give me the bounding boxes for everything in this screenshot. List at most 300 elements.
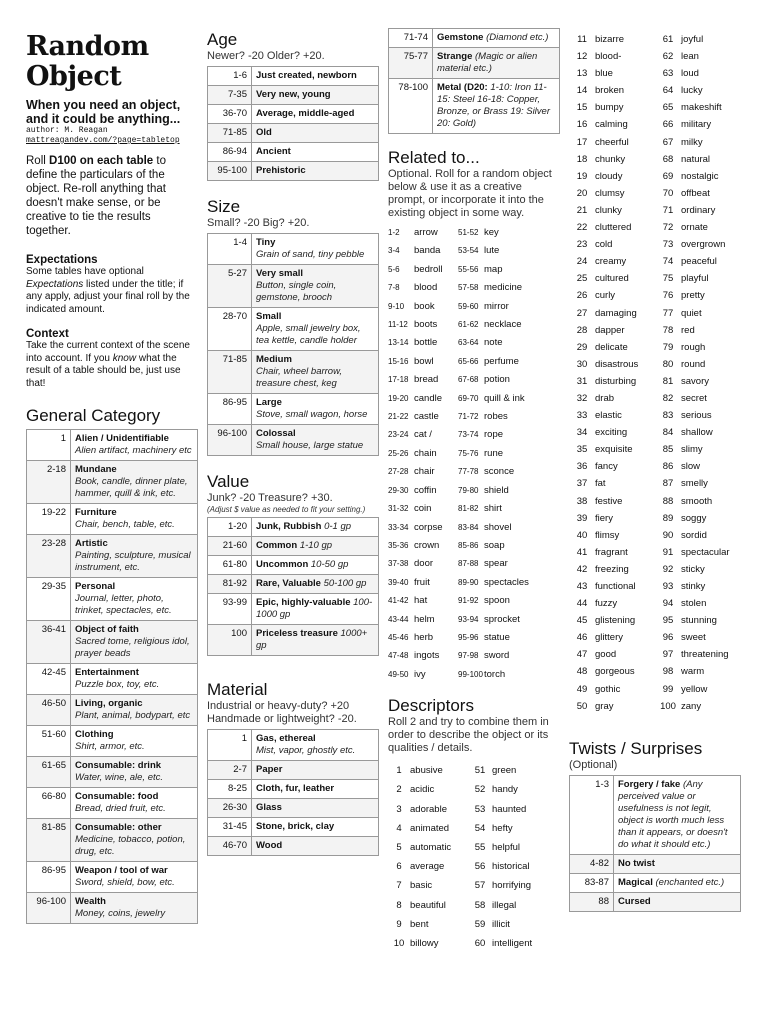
expectations-text: Some tables have optional Expectations listed under the title; if any apply, adjust your final roll by the indicated amount. xyxy=(26,266,190,315)
roll-number: 60 xyxy=(474,937,486,949)
result-word: yellow xyxy=(681,683,708,695)
result-word: quill & ink xyxy=(484,392,525,404)
roll-number: 55-56 xyxy=(458,264,479,274)
roll-number: 67 xyxy=(662,136,674,148)
result-example: Sword, shield, bow, etc. xyxy=(75,877,175,888)
result-word: blood xyxy=(414,282,438,294)
roll-number: 44 xyxy=(576,598,588,610)
result-label: Alien / Unidentifiable xyxy=(75,433,169,444)
list-item xyxy=(388,647,560,665)
roll-number: 79 xyxy=(662,341,674,353)
result-label: Cursed xyxy=(618,895,651,907)
roll-number: 4 xyxy=(396,822,402,834)
roll-number: 88 xyxy=(662,495,674,507)
roll-number: 84 xyxy=(662,427,674,439)
result-word: mirror xyxy=(484,300,509,312)
roll-number: 19-20 xyxy=(388,393,409,403)
roll-number: 89 xyxy=(662,512,674,524)
result-word: fat xyxy=(595,478,606,490)
roll-range: 83-87 xyxy=(570,873,614,892)
roll-number: 91 xyxy=(662,546,674,558)
roll-number: 85-86 xyxy=(458,540,479,550)
list-item xyxy=(569,663,741,680)
category-row xyxy=(27,819,198,862)
list-item xyxy=(569,646,741,663)
roll-number: 87 xyxy=(662,478,674,490)
result-word: boots xyxy=(414,319,438,331)
twist-row xyxy=(570,854,741,873)
result-word: pretty xyxy=(681,290,705,302)
result-word: shovel xyxy=(484,521,512,533)
roll-number: 31-32 xyxy=(388,504,409,514)
roll-range: 81-85 xyxy=(27,819,71,862)
roll-range: 1 xyxy=(208,730,252,761)
result-word: green xyxy=(492,765,517,777)
result-word: statue xyxy=(484,631,510,643)
size-row xyxy=(208,351,379,394)
roll-number: 95-96 xyxy=(458,632,479,642)
result-example: 0-1 gp xyxy=(324,521,352,532)
result-example: 10-50 gp xyxy=(310,559,349,570)
size-row xyxy=(208,394,379,425)
result-word: spectacles xyxy=(484,576,529,588)
result-word: functional xyxy=(595,581,636,592)
result-label: Furniture xyxy=(75,507,117,518)
list-item xyxy=(569,151,741,168)
result-label: Object of faith xyxy=(75,624,139,635)
material-row xyxy=(389,79,560,134)
list-item xyxy=(569,134,741,151)
age-row xyxy=(208,67,379,86)
result-word: slow xyxy=(681,461,701,473)
list-item xyxy=(388,500,560,518)
roll-range: 75-77 xyxy=(389,48,433,79)
result-word: damaging xyxy=(595,307,637,319)
roll-range: 26-30 xyxy=(208,799,252,818)
roll-number: 35-36 xyxy=(388,540,409,550)
roll-number: 5 xyxy=(396,841,402,853)
roll-number: 31 xyxy=(576,375,588,387)
result-word: rough xyxy=(681,341,706,353)
result-word: acidic xyxy=(410,784,435,796)
twists-table xyxy=(569,775,741,912)
result-cell xyxy=(252,837,379,856)
result-word: elastic xyxy=(595,410,622,422)
list-item xyxy=(569,424,741,441)
roll-number: 45-46 xyxy=(388,632,409,642)
result-cell xyxy=(252,761,379,780)
roll-range: 1 xyxy=(27,430,71,461)
roll-range: 61-80 xyxy=(208,556,252,575)
result-label: Wealth xyxy=(75,896,106,907)
list-item xyxy=(569,48,741,65)
result-word: joyful xyxy=(681,34,704,45)
roll-number: 61-62 xyxy=(458,320,479,330)
roll-number: 1-2 xyxy=(388,228,400,237)
result-word: natural xyxy=(681,153,711,165)
size-row xyxy=(208,308,379,351)
material-heading: Material xyxy=(207,680,268,699)
value-row xyxy=(208,556,379,575)
result-word: creamy xyxy=(595,256,627,268)
roll-number: 11 xyxy=(577,34,587,45)
roll-number: 87-88 xyxy=(458,559,479,569)
roll-number: 70 xyxy=(662,187,674,199)
roll-number: 56 xyxy=(474,861,486,873)
result-word: stolen xyxy=(681,598,707,610)
roll-number: 7 xyxy=(396,880,402,892)
list-item xyxy=(569,287,741,304)
result-word: spear xyxy=(484,558,508,570)
result-word: necklace xyxy=(484,319,522,331)
result-cell xyxy=(252,308,379,351)
list-item xyxy=(388,537,560,555)
result-label: Consumable: drink xyxy=(75,760,162,771)
roll-number: 77 xyxy=(662,307,674,319)
roll-number: 54 xyxy=(474,822,486,834)
category-row xyxy=(27,664,198,695)
result-cell xyxy=(252,265,379,308)
result-word: bent xyxy=(410,918,429,930)
list-item xyxy=(569,373,741,390)
list-item xyxy=(388,666,560,684)
result-example: (enchanted etc.) xyxy=(655,876,725,888)
category-row xyxy=(27,695,198,726)
result-word: helpful xyxy=(492,841,520,853)
roll-number: 5-6 xyxy=(388,264,400,274)
result-example: Money, coins, jewelry xyxy=(75,908,166,919)
roll-range: 71-85 xyxy=(208,124,252,143)
result-label: Clothing xyxy=(75,729,114,740)
roll-number: 99-100 xyxy=(458,669,483,679)
roll-range: 46-50 xyxy=(27,695,71,726)
roll-number: 3-4 xyxy=(388,246,400,256)
result-cell xyxy=(252,351,379,394)
result-word: book xyxy=(414,300,435,312)
list-item xyxy=(569,458,741,475)
roll-number: 61 xyxy=(662,34,674,45)
list-item xyxy=(569,390,741,407)
roll-number: 80 xyxy=(662,358,674,370)
result-word: threatening xyxy=(681,649,729,661)
related-list xyxy=(388,224,560,684)
category-row xyxy=(27,578,198,621)
result-label: Personal xyxy=(75,581,116,592)
material-table xyxy=(207,729,379,856)
roll-number: 33 xyxy=(576,410,588,422)
result-label: Wood xyxy=(256,840,283,851)
list-item xyxy=(388,298,560,316)
value-table xyxy=(207,517,379,656)
roll-number: 7-8 xyxy=(388,283,400,293)
result-word: potion xyxy=(484,374,510,386)
result-example: Puzzle box, toy, etc. xyxy=(75,679,160,690)
material-row xyxy=(208,780,379,799)
result-cell xyxy=(71,621,198,664)
roll-number: 81 xyxy=(662,375,674,387)
value-note: (Adjust $ value as needed to fit your setting.) xyxy=(207,505,366,514)
roll-number: 9-10 xyxy=(388,301,405,311)
roll-number: 85 xyxy=(662,444,674,456)
roll-number: 53-54 xyxy=(458,246,479,256)
list-item xyxy=(388,261,560,279)
roll-number: 34 xyxy=(576,427,588,439)
result-example: Book, candle, dinner plate, hammer, quill & ink, etc. xyxy=(75,476,188,499)
result-word: hefty xyxy=(492,822,513,834)
result-example: Stove, small wagon, horse xyxy=(256,409,368,420)
result-cell xyxy=(252,143,379,162)
result-word: soap xyxy=(484,539,505,551)
result-word: bedroll xyxy=(414,263,443,275)
roll-number: 43 xyxy=(576,581,588,592)
list-item xyxy=(388,838,560,857)
result-word: chunky xyxy=(595,153,626,165)
result-word: overgrown xyxy=(681,239,726,251)
result-example: Chair, wheel barrow, treasure chest, keg xyxy=(256,366,343,389)
result-word: glistening xyxy=(595,615,636,627)
list-item xyxy=(388,279,560,297)
roll-range: 5-27 xyxy=(208,265,252,308)
roll-range: 86-95 xyxy=(208,394,252,425)
roll-number: 55 xyxy=(474,841,486,853)
roll-range: 96-100 xyxy=(27,893,71,924)
roll-number: 13-14 xyxy=(388,338,409,348)
value-row xyxy=(208,537,379,556)
material-row xyxy=(208,799,379,818)
result-cell xyxy=(71,819,198,862)
roll-number: 91-92 xyxy=(458,596,479,606)
result-word: sordid xyxy=(681,529,707,541)
result-word: ornate xyxy=(681,222,708,234)
roll-number: 16 xyxy=(576,119,588,131)
roll-number: 71-72 xyxy=(458,412,479,422)
list-item xyxy=(569,202,741,219)
result-word: exciting xyxy=(595,427,628,439)
result-cell xyxy=(252,518,379,537)
value-row xyxy=(208,518,379,537)
roll-range: 81-92 xyxy=(208,575,252,594)
list-item xyxy=(388,896,560,915)
list-item xyxy=(388,353,560,371)
roll-range: 1-3 xyxy=(570,775,614,854)
result-word: herb xyxy=(414,631,434,643)
expectations-heading: Expectations xyxy=(26,254,98,266)
result-example: 100-1000 gp xyxy=(256,597,373,620)
category-row xyxy=(27,862,198,893)
list-item xyxy=(569,595,741,612)
list-item xyxy=(388,934,560,953)
source-link[interactable]: mattreagandev.com/?page=tabletop xyxy=(26,136,180,145)
result-word: secret xyxy=(681,392,707,404)
result-word: bottle xyxy=(414,337,438,349)
result-cell xyxy=(71,695,198,726)
roll-number: 11-12 xyxy=(388,320,408,330)
result-label: Forgery / fake xyxy=(618,778,681,790)
result-label: Old xyxy=(256,127,272,138)
value-expectations: Junk? -20 Treasure? +30. xyxy=(207,492,333,504)
result-word: gothic xyxy=(595,683,621,695)
related-description: Optional. Roll for a random object below & use it as a creative prompt, or incorporate it into the existing object in some way. xyxy=(388,168,552,219)
material-row xyxy=(208,818,379,837)
roll-number: 14 xyxy=(576,85,588,97)
roll-number: 9 xyxy=(396,918,402,930)
result-word: adorable xyxy=(410,803,447,815)
size-table xyxy=(207,233,379,456)
roll-number: 49 xyxy=(576,683,588,695)
result-word: automatic xyxy=(410,841,452,853)
roll-range: 86-95 xyxy=(27,862,71,893)
result-word: robes xyxy=(484,411,508,423)
roll-number: 37-38 xyxy=(388,559,409,569)
result-label: Entertainment xyxy=(75,667,139,678)
result-label: Ancient xyxy=(256,146,291,157)
list-item xyxy=(569,219,741,236)
result-cell xyxy=(71,893,198,924)
result-label: Junk, Rubbish xyxy=(256,521,322,532)
result-example: Chair, bench, table, etc. xyxy=(75,519,175,530)
category-row xyxy=(27,535,198,578)
list-item xyxy=(569,99,741,116)
roll-number: 49-50 xyxy=(388,669,409,679)
result-cell xyxy=(252,537,379,556)
roll-number: 38 xyxy=(576,495,588,507)
list-item xyxy=(569,253,741,270)
result-cell xyxy=(252,818,379,837)
roll-range: 1-4 xyxy=(208,234,252,265)
column-2 xyxy=(207,0,379,856)
result-cell xyxy=(252,86,379,105)
category-row xyxy=(27,430,198,461)
roll-number: 90 xyxy=(662,529,674,541)
result-word: shirt xyxy=(484,503,502,515)
result-example: 50-100 gp xyxy=(323,578,367,589)
roll-range: 21-60 xyxy=(208,537,252,556)
result-word: ingots xyxy=(414,650,440,662)
result-word: illegal xyxy=(492,899,517,911)
material-row xyxy=(208,730,379,761)
result-word: dapper xyxy=(595,324,625,336)
result-word: rope xyxy=(484,429,504,441)
twist-row xyxy=(570,892,741,911)
list-item xyxy=(569,698,741,715)
result-cell xyxy=(614,775,741,854)
result-cell xyxy=(614,854,741,873)
list-item xyxy=(569,185,741,202)
result-word: spectacular xyxy=(681,546,730,558)
roll-number: 43-44 xyxy=(388,614,409,624)
age-table xyxy=(207,66,379,181)
roll-range: 31-45 xyxy=(208,818,252,837)
result-word: delicate xyxy=(595,341,628,353)
result-example: Bread, dried fruit, etc. xyxy=(75,803,166,814)
roll-number: 30 xyxy=(576,358,588,370)
roll-range: 1-20 xyxy=(208,518,252,537)
result-word: sconce xyxy=(484,466,515,478)
roll-range: 51-60 xyxy=(27,726,71,757)
result-word: map xyxy=(484,263,503,275)
roll-number: 62 xyxy=(662,51,674,63)
roll-number: 78 xyxy=(662,324,674,336)
category-row xyxy=(27,461,198,504)
material-row xyxy=(208,837,379,856)
result-word: nostalgic xyxy=(681,170,719,182)
result-word: warm xyxy=(681,666,705,678)
list-item xyxy=(388,611,560,629)
roll-number: 21-22 xyxy=(388,412,409,422)
result-cell xyxy=(71,788,198,819)
roll-number: 19 xyxy=(576,170,588,182)
result-word: intelligent xyxy=(492,937,533,949)
roll-number: 64 xyxy=(662,85,674,97)
result-label: Average, middle-aged xyxy=(256,108,355,119)
roll-number: 94 xyxy=(662,598,674,610)
result-label: Cloth, fur, leather xyxy=(256,783,335,794)
result-example: Alien artifact, machinery etc xyxy=(75,445,192,456)
roll-number: 26 xyxy=(576,290,588,302)
result-word: red xyxy=(681,324,695,336)
list-item xyxy=(569,356,741,373)
roll-number: 23-24 xyxy=(388,430,409,440)
roll-number: 63 xyxy=(662,68,674,80)
roll-number: 20 xyxy=(576,187,588,199)
roll-number: 41-42 xyxy=(388,596,409,606)
list-item xyxy=(388,242,560,260)
roll-number: 59-60 xyxy=(458,301,479,311)
roll-number: 18 xyxy=(576,153,588,165)
roll-number: 28 xyxy=(576,324,588,336)
result-label: Stone, brick, clay xyxy=(256,821,335,832)
roll-number: 73-74 xyxy=(458,430,479,440)
roll-number: 47-48 xyxy=(388,651,409,661)
category-row xyxy=(27,757,198,788)
roll-number: 6 xyxy=(396,861,402,873)
result-word: billowy xyxy=(410,937,439,949)
result-word: exquisite xyxy=(595,444,633,456)
result-word: beautiful xyxy=(410,899,446,911)
result-label: Colossal xyxy=(256,428,296,439)
roll-range: 7-35 xyxy=(208,86,252,105)
list-item xyxy=(569,544,741,561)
result-word: disastrous xyxy=(595,358,639,370)
result-example: Painting, sculpture, musical instrument, etc. xyxy=(75,550,191,573)
roll-number: 92 xyxy=(662,563,674,575)
result-word: cluttered xyxy=(595,222,632,234)
result-word: milky xyxy=(681,136,703,148)
result-cell xyxy=(252,67,379,86)
list-item xyxy=(569,339,741,356)
result-word: sweet xyxy=(681,632,706,644)
list-item xyxy=(388,445,560,463)
roll-number: 37 xyxy=(576,478,588,490)
list-item xyxy=(569,681,741,698)
roll-range: 46-70 xyxy=(208,837,252,856)
roll-number: 40 xyxy=(576,529,588,541)
list-item xyxy=(388,761,560,780)
roll-number: 27 xyxy=(576,307,588,319)
roll-number: 15 xyxy=(576,102,588,114)
list-item xyxy=(388,819,560,838)
result-word: lute xyxy=(484,245,500,257)
result-example: (Any perceived value or usefulness is not legit, object is worth much less than it appears, or doesn't do what it should etc.) xyxy=(618,778,728,850)
list-item xyxy=(569,441,741,458)
result-word: fuzzy xyxy=(595,598,618,610)
list-item xyxy=(569,612,741,629)
result-word: good xyxy=(595,649,617,661)
category-row xyxy=(27,726,198,757)
roll-number: 24 xyxy=(576,256,588,268)
roll-number: 97 xyxy=(662,649,674,661)
roll-number: 57 xyxy=(474,880,486,892)
